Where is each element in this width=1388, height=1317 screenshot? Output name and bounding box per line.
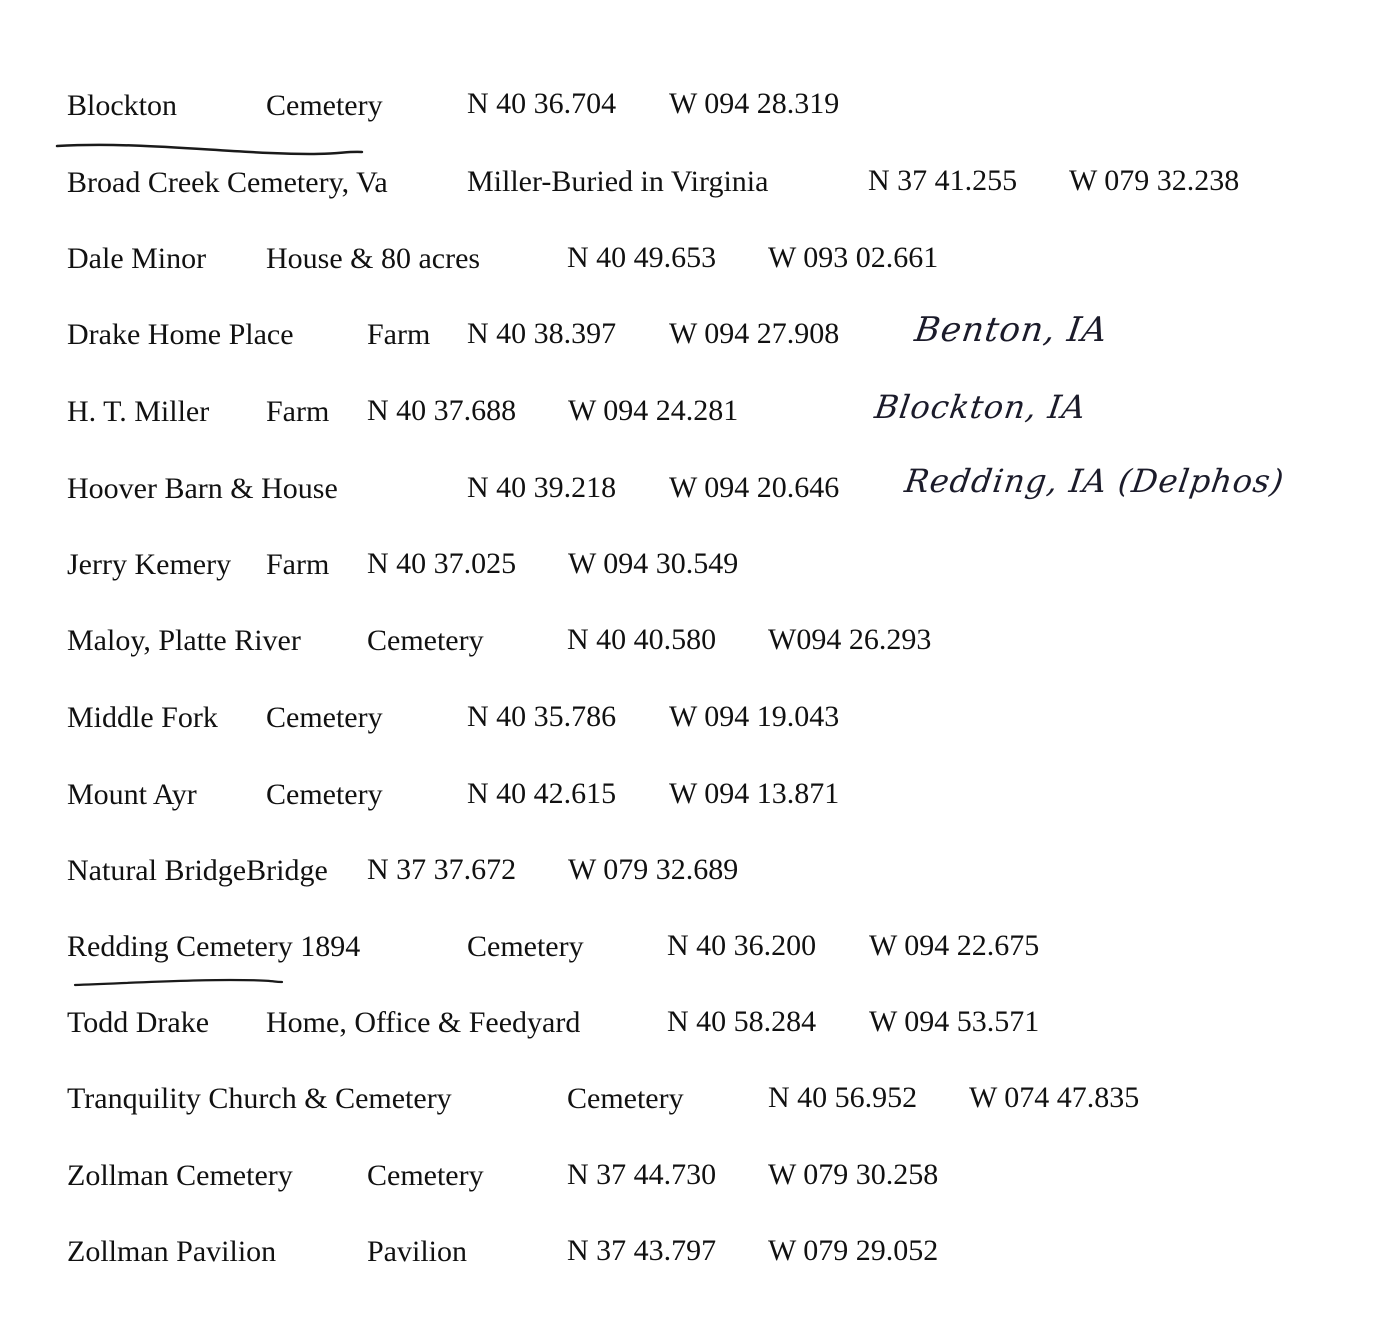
- row-0-type: Cemetery: [266, 89, 383, 122]
- row-12-lon: W 094 53.571: [869, 1005, 1040, 1038]
- row-13-name: Tranquility Church & Cemetery: [67, 1082, 452, 1115]
- row-8-type: Cemetery: [266, 701, 383, 734]
- row-1-lon: W 079 32.238: [1069, 164, 1240, 197]
- row-10-name-text: Natural Bridge: [67, 854, 247, 887]
- row-0-name: Blockton: [67, 89, 177, 122]
- row-9-lat: N 40 42.615: [467, 777, 617, 810]
- row-7-lon: W094 26.293: [768, 623, 932, 656]
- row-1-lat: N 37 41.255: [868, 164, 1018, 197]
- handwritten-note-benton: Benton, IA: [912, 310, 1111, 350]
- row-2-lat: N 40 49.653: [567, 241, 717, 274]
- row-2-lon: W 093 02.661: [768, 241, 939, 274]
- row-9-lon: W 094 13.871: [669, 777, 840, 810]
- row-2-name: Dale Minor: [67, 242, 207, 275]
- row-15-lat: N 37 43.797: [567, 1234, 717, 1267]
- row-10-lon: W 079 32.689: [568, 853, 739, 886]
- row-1-type: Miller-Buried in Virginia: [467, 165, 769, 198]
- row-0-lon: W 094 28.319: [669, 87, 840, 120]
- row-3-name: Drake Home Place: [67, 318, 294, 351]
- row-9-type: Cemetery: [266, 778, 383, 811]
- row-9-name: Mount Ayr: [67, 778, 197, 811]
- row-15-type: Pavilion: [367, 1235, 468, 1268]
- row-12-lat: N 40 58.284: [667, 1005, 817, 1038]
- handwritten-note-blockton: Blockton, IA: [872, 388, 1089, 426]
- row-2-type: House & 80 acres: [266, 242, 481, 275]
- row-3-lat: N 40 38.397: [467, 317, 617, 350]
- handwritten-note-redding: Redding, IA (Delphos): [902, 462, 1287, 500]
- row-10-lat: N 37 37.672: [367, 853, 517, 886]
- row-3-lon: W 094 27.908: [669, 317, 840, 350]
- row-6-type: Farm: [266, 548, 330, 581]
- row-5-lat: N 40 39.218: [467, 471, 617, 504]
- row-10-type: Bridge: [246, 854, 328, 887]
- row-11-lon: W 094 22.675: [869, 929, 1040, 962]
- row-6-lat: N 40 37.025: [367, 547, 517, 580]
- row-0-lat: N 40 36.704: [467, 87, 617, 120]
- row-6-lon: W 094 30.549: [568, 547, 739, 580]
- row-11-name: Redding Cemetery 1894: [67, 930, 361, 963]
- row-6-name: Jerry Kemery: [67, 548, 232, 581]
- row-4-lon: W 094 24.281: [568, 394, 739, 427]
- row-5-lon: W 094 20.646: [669, 471, 840, 504]
- row-1-name: Broad Creek Cemetery, Va: [67, 166, 388, 199]
- row-13-lon: W 074 47.835: [969, 1081, 1140, 1114]
- row-15-name: Zollman Pavilion: [67, 1235, 277, 1268]
- row-14-lat: N 37 44.730: [567, 1158, 717, 1191]
- row-4-lat: N 40 37.688: [367, 394, 517, 427]
- row-4-type: Farm: [266, 395, 330, 428]
- row-15-lon: W 079 29.052: [768, 1234, 939, 1267]
- underline-blockton: [57, 145, 362, 154]
- row-11-type: Cemetery: [467, 930, 584, 963]
- row-8-name: Middle Fork: [67, 701, 218, 734]
- row-7-name: Maloy, Platte River: [67, 624, 301, 657]
- row-8-lon: W 094 19.043: [669, 700, 840, 733]
- row-14-type: Cemetery: [367, 1159, 484, 1192]
- row-5-name: Hoover Barn & House: [67, 472, 338, 505]
- underline-redding: [75, 980, 282, 985]
- row-8-lat: N 40 35.786: [467, 700, 617, 733]
- row-12-name: Todd Drake: [67, 1006, 210, 1039]
- row-13-lat: N 40 56.952: [768, 1081, 918, 1114]
- row-3-type: Farm: [367, 318, 431, 351]
- row-7-type: Cemetery: [367, 624, 484, 657]
- row-7-lat: N 40 40.580: [567, 623, 717, 656]
- row-14-name: Zollman Cemetery: [67, 1159, 293, 1192]
- row-12-type: Home, Office & Feedyard: [266, 1006, 581, 1039]
- row-14-lon: W 079 30.258: [768, 1158, 939, 1191]
- row-13-type: Cemetery: [567, 1082, 684, 1115]
- row-4-name: H. T. Miller: [67, 395, 210, 428]
- row-11-lat: N 40 36.200: [667, 929, 817, 962]
